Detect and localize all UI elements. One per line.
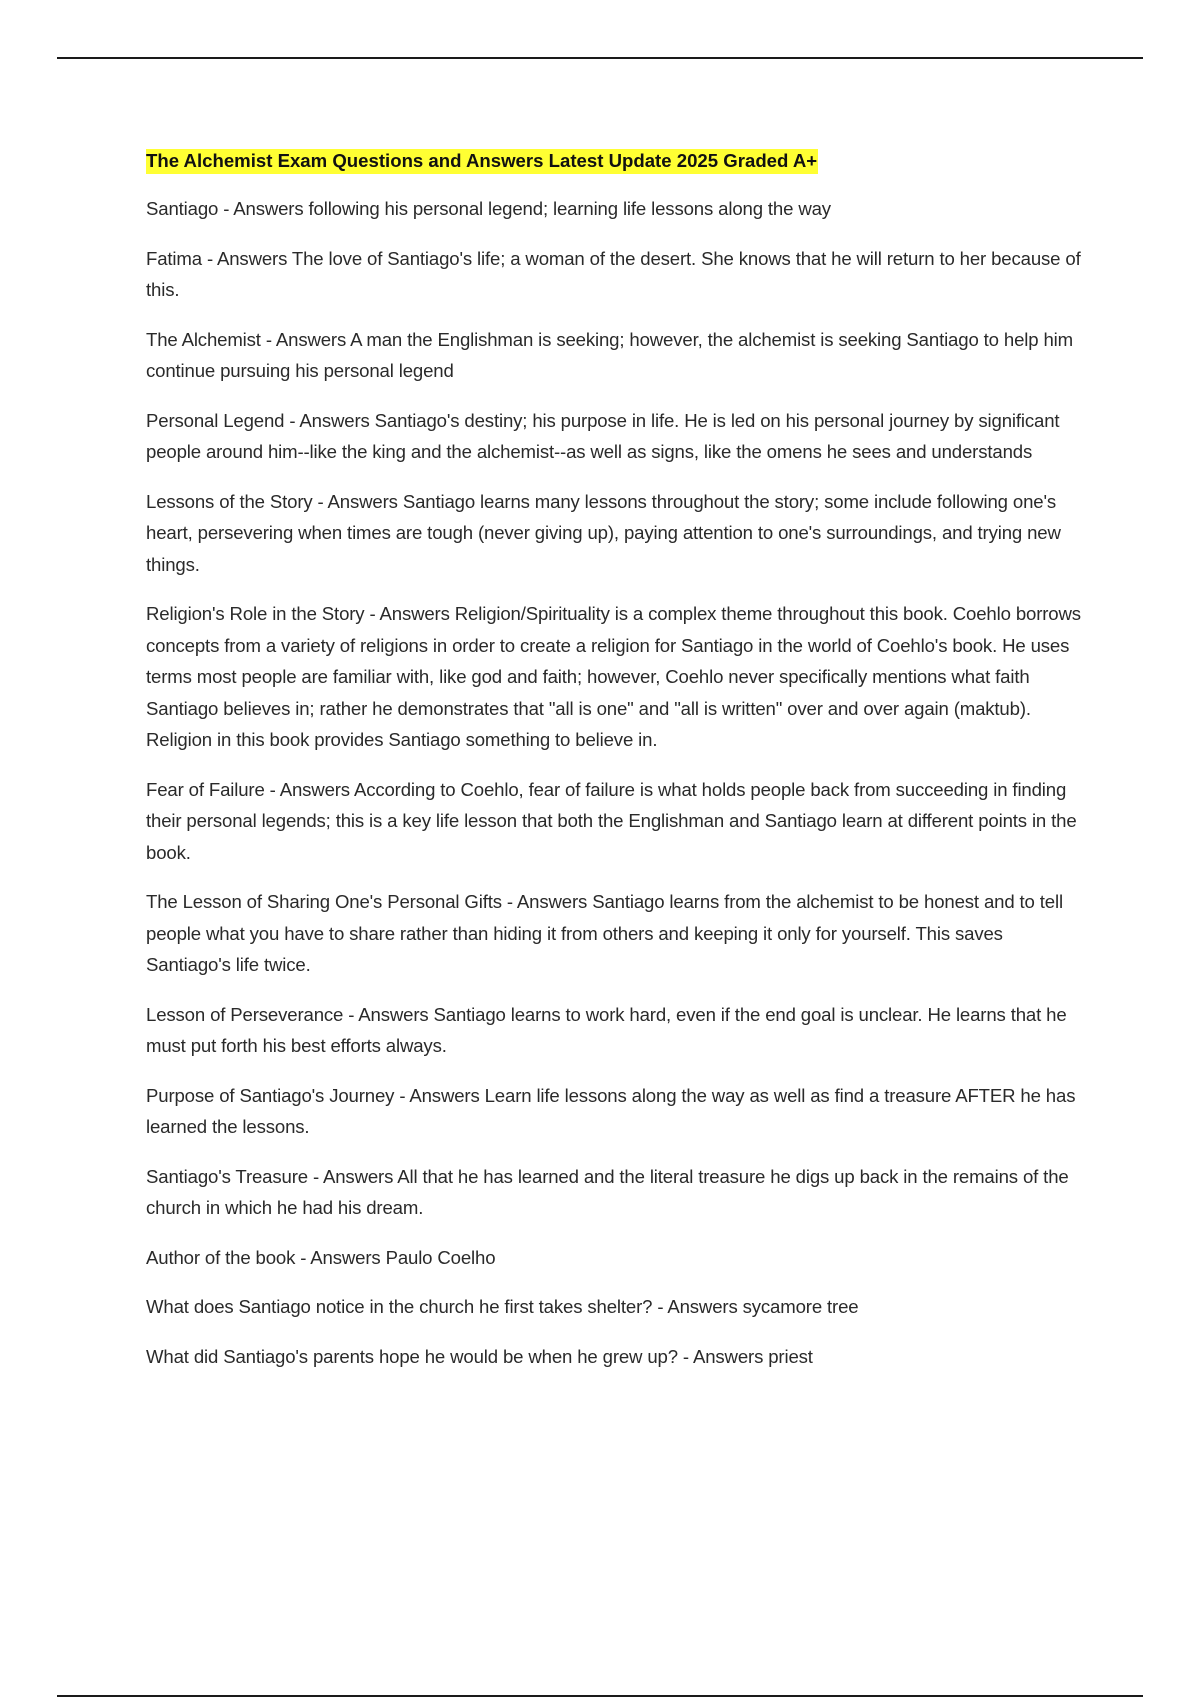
qa-entry-author: Author of the book - Answers Paulo Coelho <box>146 1246 496 1268</box>
qa-entry-religions-role: Religion's Role in the Story - Answers Religion/Spirituality is a complex theme throughout this book. Coehlo borrows concepts from a variety of religions in order to create a religion for Santiago in the world of Coehlo's book. He uses terms most people are familiar with, like god and faith; however, Coehlo never specifically mentions what faith Santiago believes in; rather he demonstrates that "all is one" and "all is written" over and over again (maktub). Religion in this book provides Santiago something to believe in. <box>146 603 1081 750</box>
title-highlight: The Alchemist Exam Questions and Answers Latest Update 2025 Graded A+ <box>146 149 818 174</box>
qa-entry-fear-of-failure: Fear of Failure - Answers According to Coehlo, fear of failure is what holds people back from succeeding in finding their personal legends; this is a key life lesson that both the Englishman and Santiago learn at different points in the book. <box>146 778 1077 863</box>
qa-entry-santiago: Santiago - Answers following his personal legend; learning life lessons along the way <box>146 198 831 219</box>
top-divider <box>57 57 1143 59</box>
qa-entry-santiagos-treasure: Santiago's Treasure - Answers All that he has learned and the literal treasure he digs up back in the remains of the church in which he had his dream. <box>146 1165 1069 1218</box>
qa-entry-church-notice: What does Santiago notice in the church he first takes shelter? - Answers sycamore tree <box>146 1296 859 1317</box>
qa-entry-personal-legend: Personal Legend - Answers Santiago's destiny; his purpose in life. He is led on his personal journey by significant people around him--like the king and the alchemist--as well as signs, like the omens he sees and understands <box>146 409 1060 462</box>
qa-entry-sharing-gifts: The Lesson of Sharing One's Personal Gifts - Answers Santiago learns from the alchemist to be honest and to tell people what you have to share rather than hiding it from others and keeping it only for yourself. This saves Santiago's life twice. <box>146 891 1063 975</box>
document-body <box>146 145 1091 1390</box>
document-title <box>146 145 1091 176</box>
qa-entry-perseverance: Lesson of Perseverance - Answers Santiago learns to work hard, even if the end goal is unclear. He learns that he must put forth his best efforts always. <box>146 1003 1067 1056</box>
qa-entry-fatima: Fatima - Answers The love of Santiago's life; a woman of the desert. She knows that he will return to her because of this. <box>146 247 1081 300</box>
qa-entry-purpose-of-journey: Purpose of Santiago's Journey - Answers Learn life lessons along the way as well as find a treasure AFTER he has learned the lessons. <box>146 1084 1076 1137</box>
qa-entry-lessons-of-the-story: Lessons of the Story - Answers Santiago learns many lessons throughout the story; some include following one's heart, persevering when times are tough (never giving up), paying attention to one's surroundings, and trying new things. <box>146 490 1061 575</box>
qa-entry-parents-hope: What did Santiago's parents hope he would be when he grew up? - Answers priest <box>146 1345 813 1367</box>
bottom-divider <box>57 1695 1143 1697</box>
qa-entry-the-alchemist: The Alchemist - Answers A man the Englishman is seeking; however, the alchemist is seeking Santiago to help him continue pursuing his personal legend <box>146 328 1073 381</box>
